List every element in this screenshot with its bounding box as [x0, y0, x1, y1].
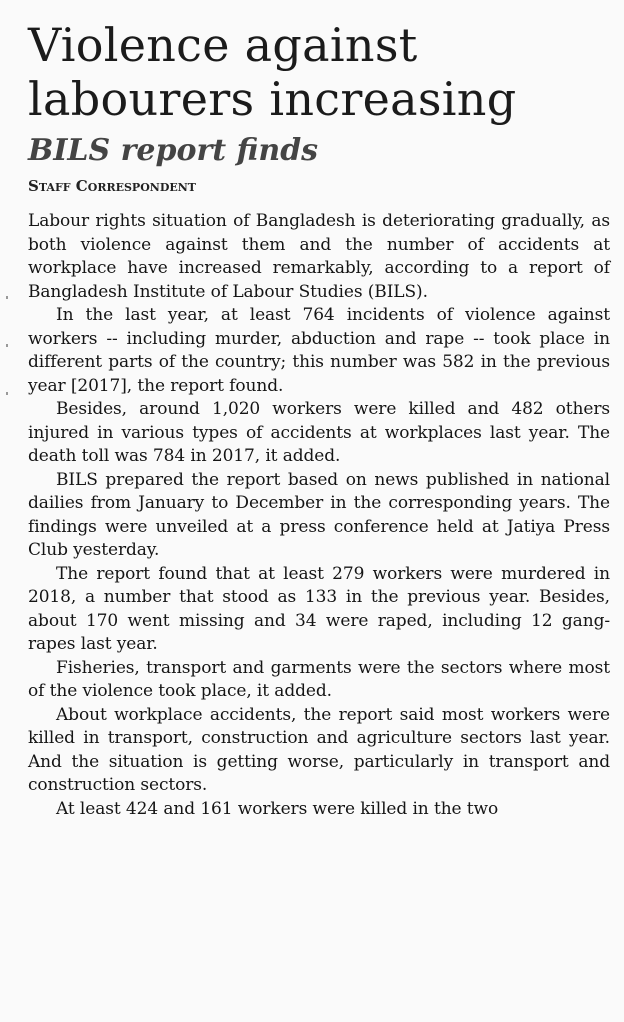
byline: Staff Correspondent: [28, 177, 196, 195]
scan-edge-mark: [6, 392, 8, 395]
paragraph-7: About workplace accidents, the report said most workers were killed in transport, construction and agriculture sectors last year. And the situation is getting worse, particularly in transport and construction sectors.: [28, 704, 610, 795]
paragraph-5: The report found that at least 279 workers were murdered in 2018, a number that stood as 133 in the previous year. Besides, about 170 went missing and 34 were raped, including 12 gang-rapes last year.: [28, 563, 610, 654]
scan-edge-mark: [6, 296, 8, 299]
paragraph-1: Labour rights situation of Bangladesh is deteriorating gradually, as both violence against them and the number of accidents at workplace have increased remarkably, according to a report of Bangladesh Institute of Labour Studies (BILS).: [28, 211, 610, 302]
paragraph-2: In the last year, at least 764 incidents of violence against workers -- including murder, abduction and rape -- took place in different parts of the country; this number was 582 in the previous year [2017], the report found.: [28, 305, 610, 396]
article-body: [28, 210, 610, 821]
subheadline: BILS report finds: [28, 133, 319, 168]
paragraph-4: BILS prepared the report based on news published in national dailies from January to December in the corresponding years. The findings were unveiled at a press conference held at Jatiya Press Club yesterday.: [28, 469, 610, 560]
scan-edge-mark: [6, 344, 8, 347]
paragraph-3: Besides, around 1,020 workers were killed and 482 others injured in various types of accidents at workplaces last year. The death toll was 784 in 2017, it added.: [28, 399, 610, 466]
headline: Violence against labourers increasing: [28, 18, 517, 126]
paragraph-6: Fisheries, transport and garments were the sectors where most of the violence took place, it added.: [28, 657, 610, 701]
paragraph-8: At least 424 and 161 workers were killed in the two: [56, 798, 499, 819]
